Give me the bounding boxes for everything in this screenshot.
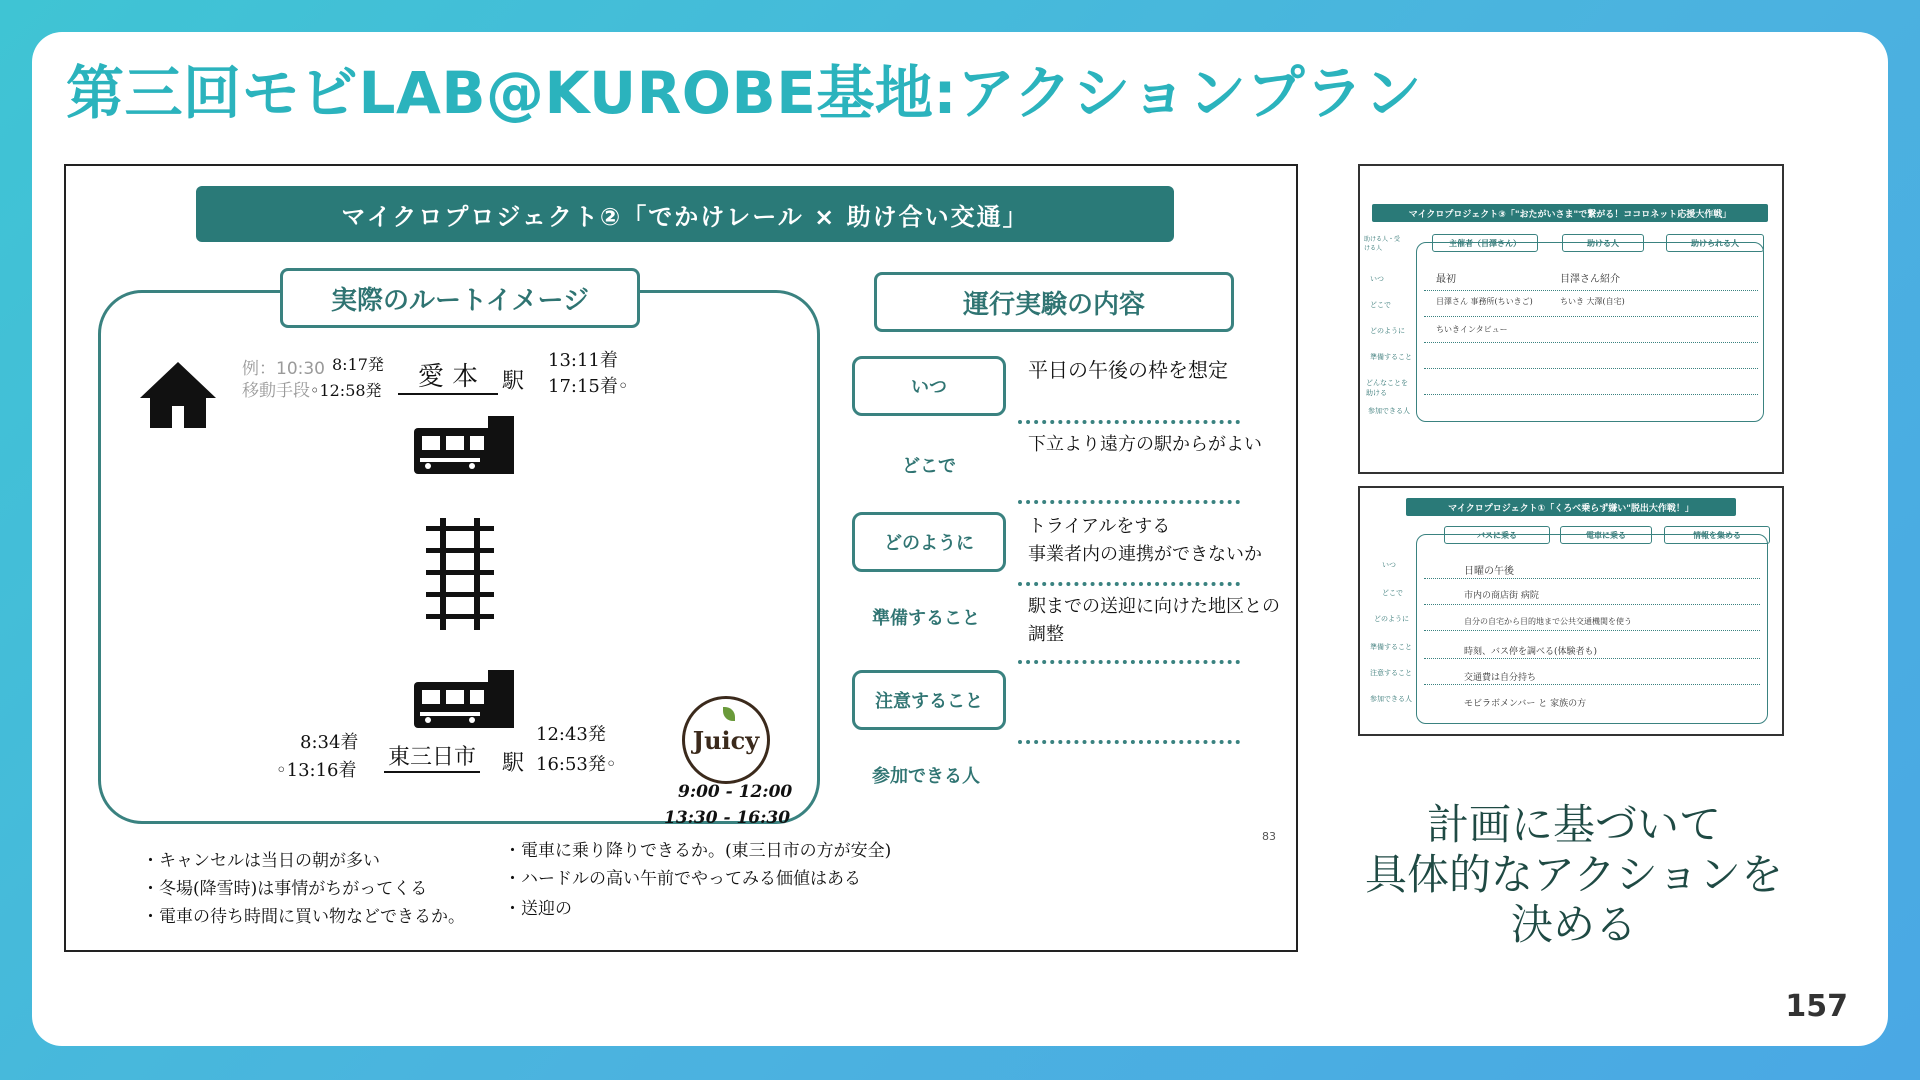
route-label: 実際のルートイメージ	[280, 268, 640, 328]
thumb-bottom-row: 注意すること	[1370, 669, 1412, 677]
worksheet-banner: マイクロプロジェクト②「でかけレール × 助け合い交通」	[196, 186, 1174, 242]
thumb-bottom-row: 参加できる人	[1370, 695, 1412, 703]
station2-suffix: 駅	[502, 751, 525, 776]
station2-depart-1: 12:43発	[536, 724, 606, 745]
thumb-top-row: いつ	[1370, 275, 1384, 283]
sheet-page-number: 83	[1262, 830, 1276, 843]
question-label: いつ	[911, 377, 947, 398]
question-participants: 参加できる人	[872, 766, 980, 787]
question-caution	[852, 670, 1006, 730]
thumb-top-row: どんなことを助ける	[1366, 379, 1408, 397]
run-label: 運行実験の内容	[874, 272, 1234, 332]
station1-name: 愛 本	[398, 356, 498, 395]
note-right-1: ・電車に乗り降りできるか。(東三日市の方が安全)	[504, 841, 892, 861]
question-where: どこで	[902, 456, 956, 477]
thumb-top-row: どのように	[1370, 327, 1405, 335]
thumb-bottom-row: 準備すること	[1370, 643, 1412, 651]
thumb-bottom-entry: モビラボメンバー と 家族の方	[1464, 699, 1587, 709]
question-label: どのように	[884, 533, 974, 554]
question-when	[852, 356, 1006, 416]
answer-how-1: トライアルをする	[1028, 516, 1171, 537]
note-right-2: ・ハードルの高い午前でやってみる価値はある	[504, 869, 861, 889]
thumb-bottom-row: いつ	[1382, 561, 1396, 569]
question-label: 注意すること	[875, 691, 983, 712]
station1-arrive-2: 17:15着◦	[548, 376, 629, 397]
station1-depart-1: 8:17発	[332, 355, 384, 374]
note-right-3: ・送迎の	[504, 899, 572, 919]
slide-title: 第三回モビLAB@KUROBE基地:アクションプラン	[66, 59, 1423, 127]
example-label: 例：10:30	[242, 359, 325, 379]
answer-prepare-1: 駅までの送迎に向けた地区との	[1028, 596, 1280, 617]
station2-depart-2: 16:53発◦	[536, 754, 617, 775]
thumb-top-header: 主催者（目澤さん）	[1432, 234, 1538, 252]
thumb-top-banner: マイクロプロジェクト③「"おたがいさま"で繋がる！ココロネット応援大作戦」	[1372, 204, 1768, 222]
thumb-top-entry: ちいき 大澤(自宅)	[1560, 297, 1625, 306]
thumb-bottom-row: どのように	[1374, 615, 1409, 623]
answer-how-2: 事業者内の連携ができないか	[1028, 544, 1262, 565]
thumb-top-row: どこで	[1370, 301, 1391, 309]
summary-note: 計画に基づいて 具体的なアクションを 決める	[1365, 800, 1783, 949]
thumb-bottom-row: どこで	[1382, 589, 1403, 597]
thumb-bottom-header: 情報を集める	[1664, 526, 1770, 544]
worksheet-image	[64, 164, 1298, 952]
thumb-top-row: 準備すること	[1370, 353, 1412, 361]
thumb-bottom-entry: 自分の自宅から目的地まで公共交通機関を使う	[1464, 617, 1632, 626]
station1-arrive-1: 13:11着	[548, 350, 618, 371]
station1-suffix: 駅	[502, 369, 525, 394]
slide-page-number: 157	[1785, 989, 1848, 1024]
juicy-hours-2: 13:30 - 16:30	[664, 808, 791, 828]
juicy-hours-1: 9:00 - 12:00	[678, 782, 793, 802]
worksheet-thumbnail-top	[1358, 164, 1784, 474]
train-icon	[412, 414, 516, 480]
rail-track-icon	[418, 518, 502, 630]
thumb-bottom-banner: マイクロプロジェクト①「くろべ乗らず嫌い"脱出大作戦！」	[1406, 498, 1736, 516]
thumb-bottom-entry: 交通費は自分持ち	[1464, 673, 1537, 683]
note-left-2: ・冬場(降雪時)は事情がちがってくる	[142, 879, 428, 899]
note-left-1: ・キャンセルは当日の朝が多い	[142, 851, 380, 871]
station2-name: 東三日市	[384, 740, 480, 773]
thumb-bottom-entry: 市内の商店街 病院	[1464, 591, 1539, 601]
thumb-top-left-tag: 助ける人・受ける人	[1364, 236, 1401, 252]
answer-where: 下立より遠方の駅からがよい	[1028, 434, 1262, 455]
station1-depart-2: ◦12:58発	[310, 381, 382, 400]
station2-arrive-1: 8:34着	[300, 732, 359, 753]
thumb-top-row: 参加できる人	[1368, 407, 1410, 415]
answer-when: 平日の午後の枠を想定	[1028, 358, 1228, 382]
juicy-logo-text: Juicy	[692, 725, 760, 755]
thumb-top-entry: 最初	[1436, 274, 1456, 285]
answer-prepare-2: 調整	[1028, 624, 1064, 645]
thumb-top-entry: 目澤さん紹介	[1560, 274, 1620, 285]
thumb-top-entry: 目澤さん 事務所(ちいきご)	[1436, 297, 1533, 306]
transport-label: 移動手段	[242, 381, 310, 401]
juicy-logo	[682, 696, 770, 784]
thumb-top-header: 助けられる人	[1666, 234, 1764, 252]
worksheet-thumbnail-bottom	[1358, 486, 1784, 736]
train-icon	[412, 668, 516, 734]
question-prepare: 準備すること	[872, 608, 980, 629]
question-how	[852, 512, 1006, 572]
note-left-3: ・電車の待ち時間に買い物などできるか。	[142, 907, 465, 927]
leaf-icon	[723, 707, 735, 721]
thumb-top-header: 助ける人	[1562, 234, 1644, 252]
thumb-bottom-header: バスに乗る	[1444, 526, 1550, 544]
thumb-bottom-header: 電車に乗る	[1560, 526, 1652, 544]
thumb-bottom-entry: 日曜の午後	[1464, 566, 1514, 577]
thumb-bottom-entry: 時刻、バス停を調べる(体験者も)	[1464, 647, 1598, 657]
station2-arrive-2: ◦13:16着	[276, 760, 357, 781]
house-icon	[138, 358, 218, 430]
thumb-top-entry: ちいきインタビュー	[1436, 325, 1508, 334]
